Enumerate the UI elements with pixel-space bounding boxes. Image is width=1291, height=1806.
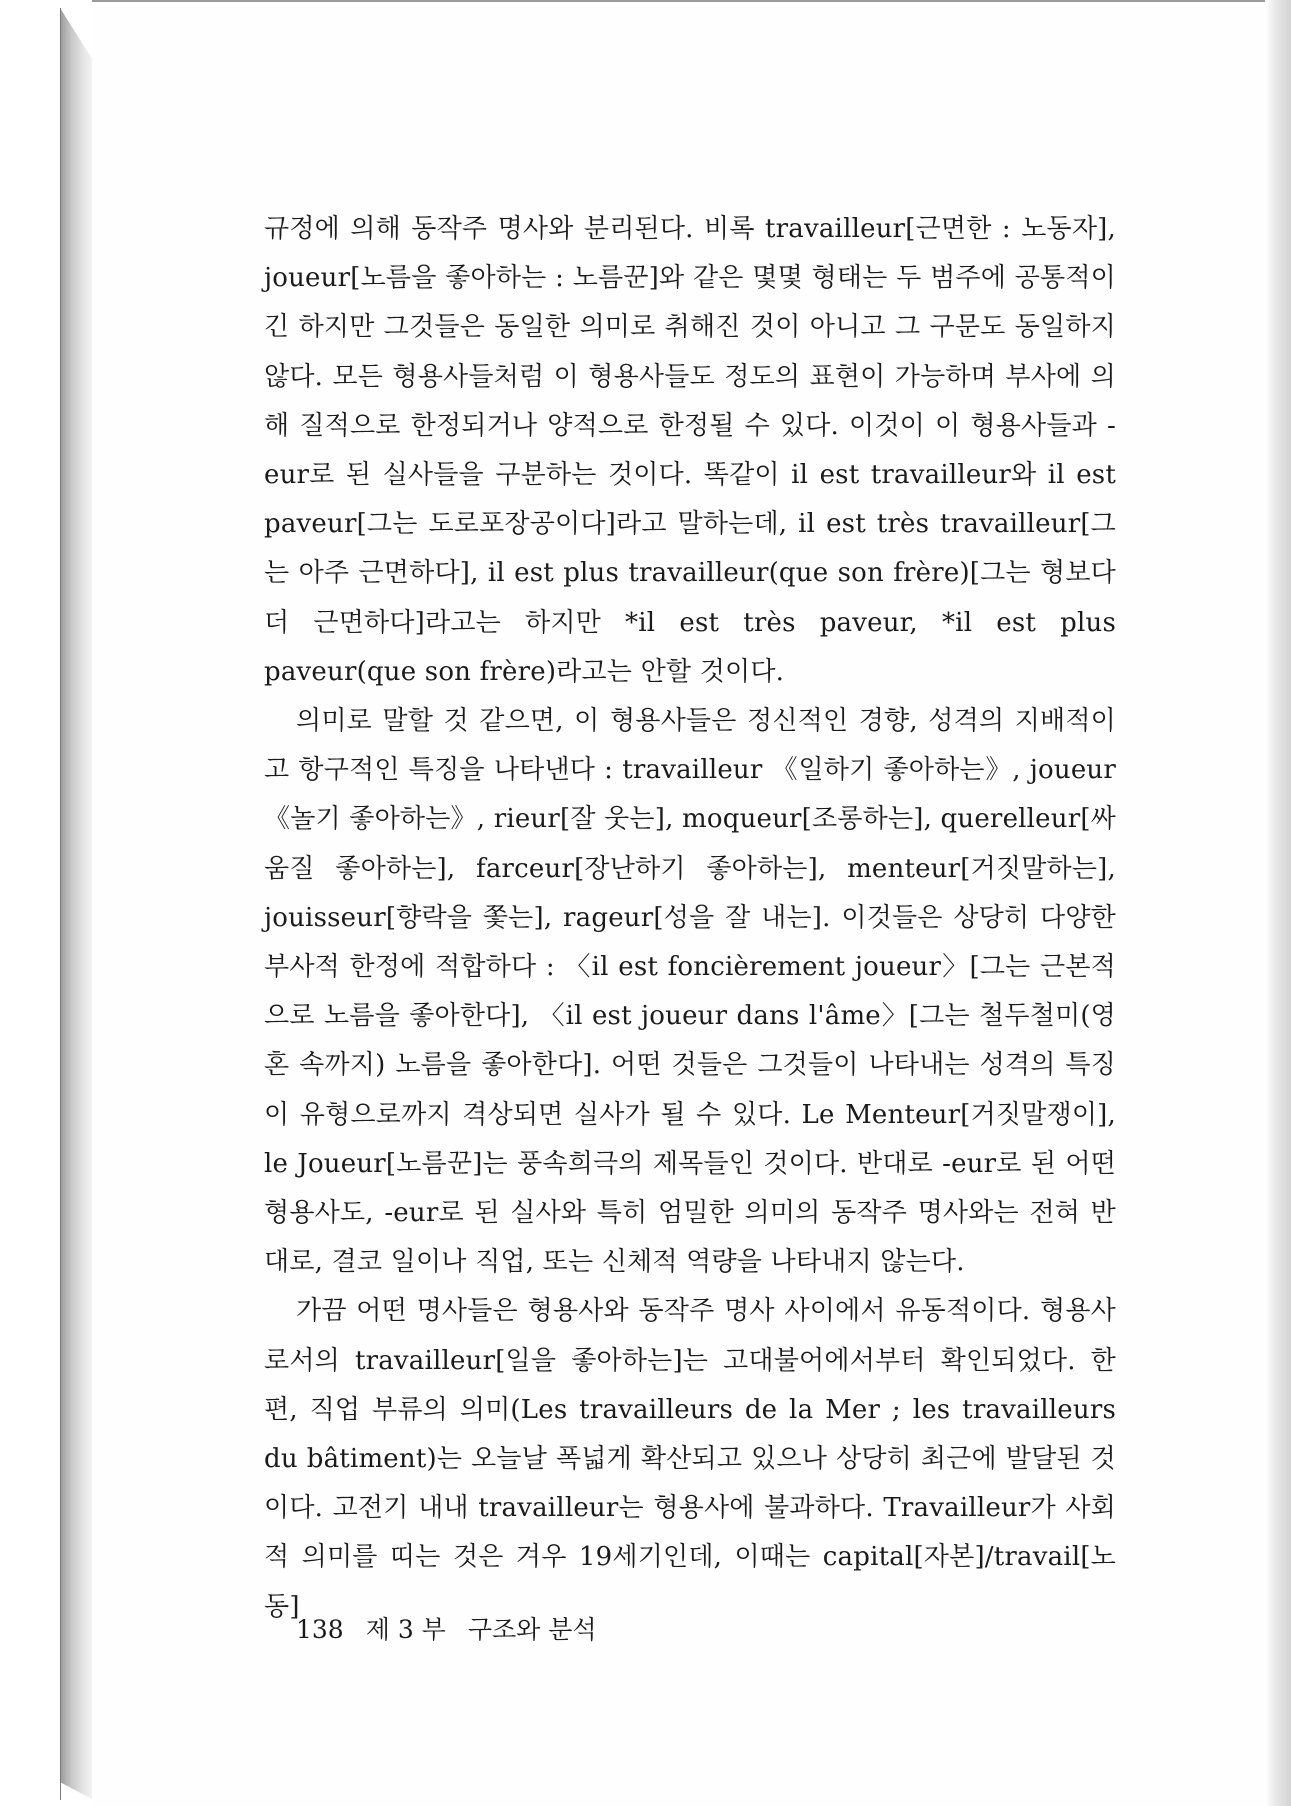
page-right-shadow [1265,0,1291,1806]
page-stack-edge [60,8,94,1800]
part-label: 제 3 부 [365,1615,446,1644]
paragraph-3: 가끔 어떤 명사들은 형용사와 동작주 명사 사이에서 유동적이다. 형용사로서의 travailleur[일을 좋아하는]는 고대불어에서부터 확인되었다. 한편, 직업 부류의 의미(Les travailleurs de la Mer ; les travailleurs du bâtiment)는 오늘날 폭넓게 확산되고 있으나 상당히 최근에 발달된 것이다. 고전기 내내 travailleur는 형용사에 불과하다. Travailleur가 사회적 의미를 띠는 것은 겨우 19세기인데, 이때는 capital[자본]/travail[노동] [264,1296,1116,1622]
page-stack-outline [60,8,61,1800]
paragraph-1: 규정에 의해 동작주 명사와 분리된다. 비록 travailleur[근면한 : 노동자], joueur[노름을 좋아하는 : 노름꾼]와 같은 몇몇 형태는 두 범주에 공통적이긴 하지만 그것들은 동일한 의미로 취해진 것이 아니고 그 구문도 동일하지 않다. 모든 형용사들처럼 이 형용사들도 정도의 표현이 가능하며 부사에 의해 질적으로 한정되거나 양적으로 한정될 수 있다. 이것이 이 형용사들과 -eur로 된 실사들을 구분하는 것이다. 똑같이 il est travailleur와 il est paveur[그는 도로포장공이다]라고 말하는데, il est très travailleur[그는 아주 근면하다], il est plus travailleur(que son frère)[그는 형보다 더 근면하다]라고는 하지만 *il est très paveur, *il est plus paveur(que son frère)라고는 안할 것이다. [264,214,1116,687]
page-footer [296,1610,619,1646]
paragraph-2: 의미로 말할 것 같으면, 이 형용사들은 정신적인 경향, 성격의 지배적이고 항구적인 특징을 나타낸다 : travailleur 《일하기 좋아하는》, joueur 《놀기 좋아하는》, rieur[잘 웃는], moqueur[조롱하는], querelleur[싸움질 좋아하는], farceur[장난하기 좋아하는], menteur[거짓말하는], jouisseur[향락을 쫓는], rageur[성을 잘 내는]. 이것들은 상당히 다양한 부사적 한정에 적합하다 : 〈il est foncièrement joueur〉[그는 근본적으로 노름을 좋아한다], 〈il est joueur dans l'âme〉[그는 철두철미(영혼 속까지) 노름을 좋아한다]. 어떤 것들은 그것들이 나타내는 성격의 특징이 유형으로까지 격상되면 실사가 될 수 있다. Le Menteur[거짓말쟁이], le Joueur[노름꾼]는 풍속희극의 제목들인 것이다. 반대로 -eur로 된 어떤 형용사도, -eur로 된 실사와 특히 엄밀한 의미의 동작주 명사와는 전혀 반대로, 결코 일이나 직업, 또는 신체적 역량을 나타내지 않는다. [264,706,1117,1278]
page-number: 138 [296,1615,344,1644]
body-text [264,205,1116,1632]
section-title: 구조와 분석 [467,1615,597,1644]
